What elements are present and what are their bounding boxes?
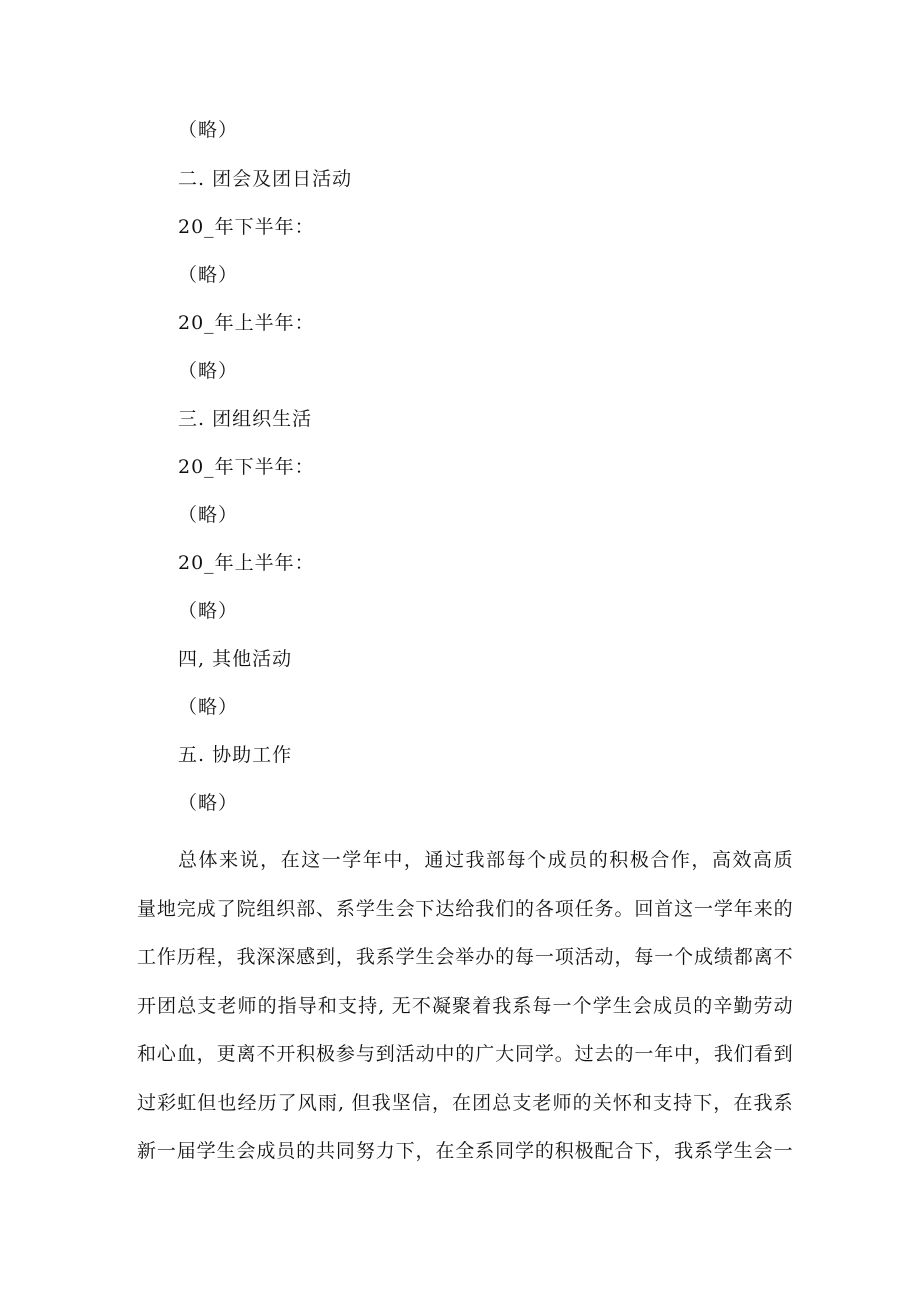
summary-line: 工作历程，我深深感到，我系学生会举办的每一项活动，每一个成绩都离不: [137, 946, 793, 968]
omitted-note: （略）: [178, 600, 239, 622]
omitted-note: （略）: [178, 360, 239, 382]
subheading-second-half: 20_年下半年：: [178, 456, 315, 478]
subheading-second-half: 20_年下半年：: [178, 216, 315, 238]
omitted-note: （略）: [178, 792, 239, 814]
summary-line: 量地完成了院组织部、系学生会下达给我们的各项任务。回首这一学年来的: [137, 897, 793, 920]
subheading-first-half: 20_年上半年：: [178, 552, 315, 574]
summary-paragraph: [137, 836, 793, 1176]
section-heading-3: 三. 团组织生活: [178, 408, 313, 430]
section-heading-5: 五. 协助工作: [178, 744, 293, 766]
omitted-note: （略）: [178, 264, 239, 286]
omitted-note: （略）: [178, 696, 239, 718]
summary-line: 和心血，更离不开积极参与到活动中的广大同学。过去的一年中，我们看到: [137, 1043, 793, 1065]
section-heading-4: 四, 其他活动: [178, 648, 293, 670]
summary-line: 过彩虹但也经历了风雨, 但我坚信，在团总支老师的关怀和支持下，在我系: [137, 1091, 793, 1114]
omitted-note: （略）: [178, 119, 239, 141]
section-heading-2: 二. 团会及团日活动: [178, 168, 353, 190]
summary-line: 总体来说，在这一学年中，通过我部每个成员的积极合作，高效高质: [178, 849, 793, 871]
summary-line: 新一届学生会成员的共同努力下，在全系同学的积极配合下，我系学生会一: [137, 1140, 793, 1162]
omitted-note: （略）: [178, 504, 239, 526]
summary-line: 开团总支老师的指导和支持, 无不凝聚着我系每一个学生会成员的辛勤劳动: [137, 994, 793, 1017]
subheading-first-half: 20_年上半年：: [178, 312, 315, 334]
